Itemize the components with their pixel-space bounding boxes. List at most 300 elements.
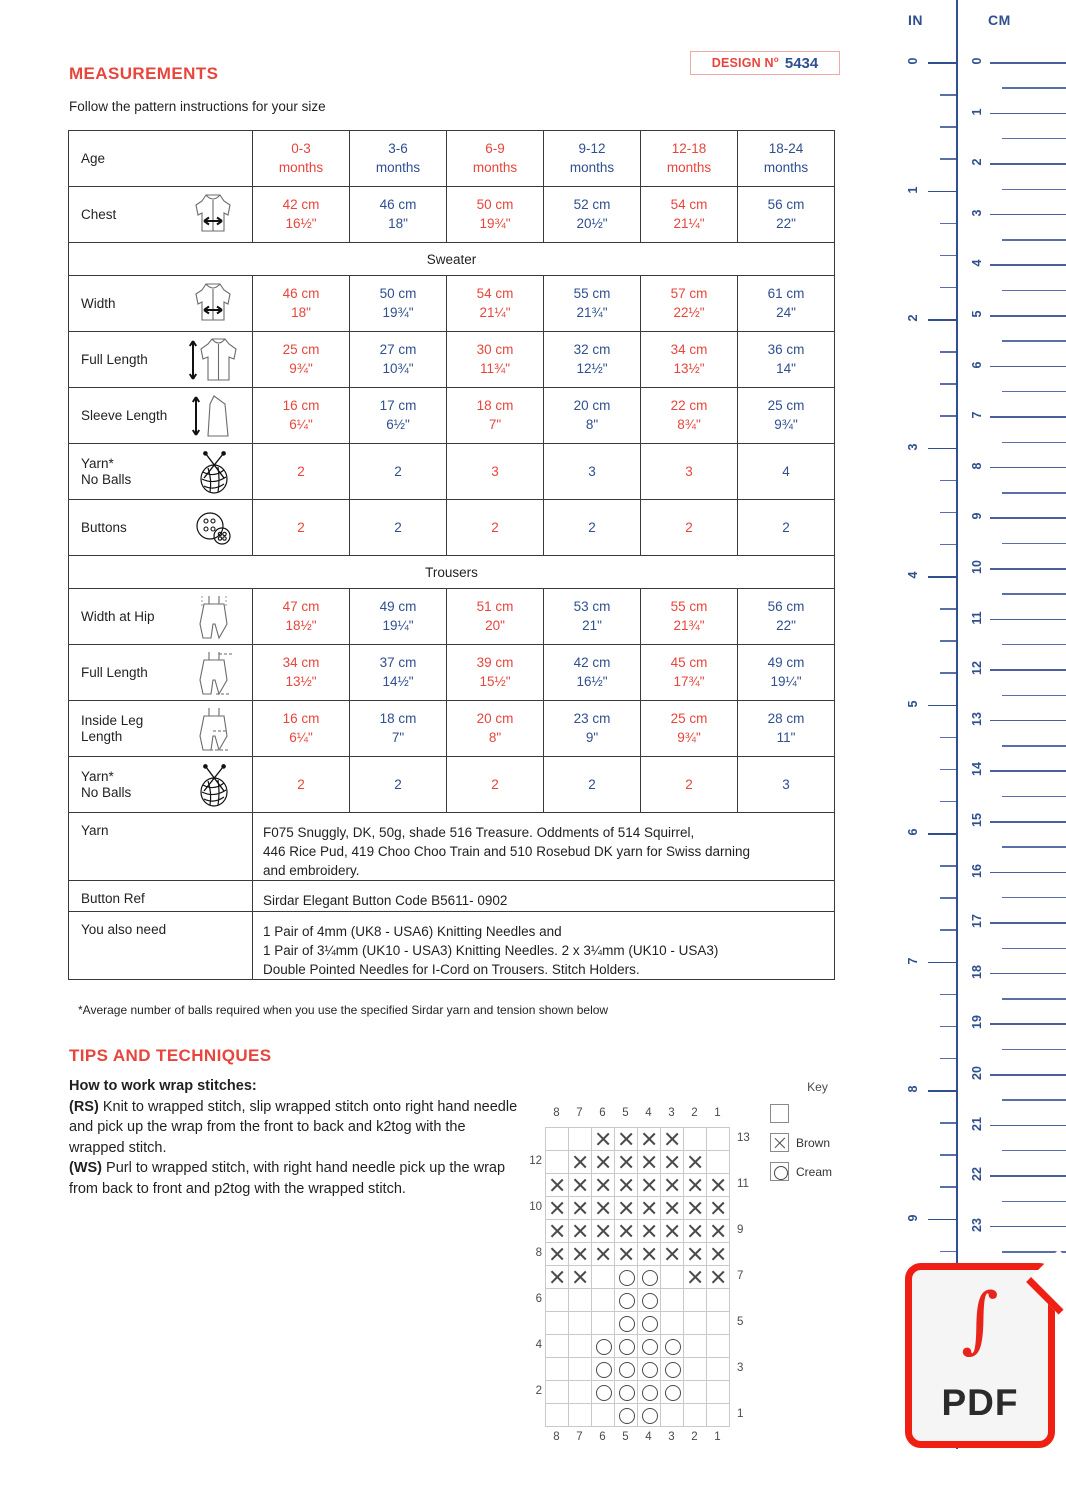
ruler-cm-minor-tick — [1002, 138, 1066, 140]
chart-cell-blank — [546, 1335, 569, 1358]
ruler-inch-tick — [928, 962, 956, 964]
measure-cell: 47 cm 18½" — [253, 589, 350, 645]
row-label-cell: Full Length — [69, 332, 253, 388]
note-label: You also need — [69, 911, 253, 979]
ruler-inch-minor-tick — [940, 640, 956, 642]
chart-row — [546, 1174, 730, 1197]
ruler-inch-number: 7 — [906, 957, 920, 964]
measure-cell: 54 cm 21¼" — [641, 187, 738, 243]
chart-cell-o — [615, 1358, 638, 1381]
chart-cell-x — [638, 1197, 661, 1220]
key-symbol-blank — [770, 1104, 789, 1123]
measure-cell: 25 cm 9¾" — [253, 332, 350, 388]
ruler-cm-number: 6 — [970, 361, 984, 369]
ruler-cm-tick — [990, 872, 1066, 874]
sweater-width-icon — [184, 191, 242, 239]
ruler-inch-minor-tick — [940, 608, 956, 610]
chart-cell-x — [615, 1174, 638, 1197]
ruler-cm-tick — [990, 821, 1066, 823]
ruler-cm-minor-tick — [1002, 796, 1066, 798]
ruler-cm-minor-tick — [1002, 897, 1066, 899]
chart-row-label-right: 1 — [737, 1408, 744, 1420]
measure-cell: 36 cm 14" — [738, 332, 835, 388]
measure-cell: 27 cm 10¾" — [350, 332, 447, 388]
ruler-cm-tick — [990, 720, 1066, 722]
table-row-note — [69, 881, 835, 911]
chart-row-label-right: 3 — [737, 1362, 744, 1374]
ruler-inch-tick — [928, 1219, 956, 1221]
ruler-cm-number: 18 — [970, 964, 984, 979]
ruler-cm-number: 1 — [970, 108, 984, 116]
section-row-trousers — [69, 556, 835, 589]
chart-cell-blank — [546, 1312, 569, 1335]
ruler-inch-minor-tick — [940, 126, 956, 128]
chart-col-header-top: 5 — [622, 1107, 629, 1119]
measure-cell: 55 cm 21¾" — [544, 276, 641, 332]
chart-cell-o — [661, 1381, 684, 1404]
average-balls-note: *Average number of balls required when you use the specified Sirdar yarn and tension shown below — [78, 1003, 609, 1017]
ruler-cm-tick — [990, 416, 1066, 418]
ruler-axis-line — [956, 0, 958, 1449]
design-number-label: DESIGN $N^o$ — [711, 55, 779, 71]
chart-cell-x — [684, 1266, 707, 1289]
ruler-cm-number: 23 — [970, 1217, 984, 1232]
ruler-cm-tick — [990, 214, 1066, 216]
chart-cell-blank — [707, 1312, 730, 1335]
yarn-ball-icon — [184, 448, 242, 496]
note-text: F075 Snuggly, DK, 50g, shade 516 Treasure. Oddments of 514 Squirrel, 446 Rice Pud, 419 Choo Choo Train and 510 Rosebud DK yarn for Swiss darning and embroidery. — [253, 813, 835, 881]
measure-cell: 30 cm 11¾" — [447, 332, 544, 388]
pdf-label: PDF — [941, 1382, 1019, 1423]
inside-leg-icon — [184, 705, 242, 753]
measure-cell: 16 cm 6¼" — [253, 388, 350, 444]
measure-cell: 2 — [641, 757, 738, 813]
note-label: Yarn — [69, 813, 253, 881]
row-label-cell: Width at Hip — [69, 589, 253, 645]
ruler-inch-minor-tick — [940, 929, 956, 931]
row-label-cell: Yarn* No Balls — [69, 444, 253, 500]
measure-cell: 42 cm 16½" — [544, 645, 641, 701]
ruler-cm-tick — [990, 1175, 1066, 1177]
measure-cell: 2 — [350, 500, 447, 556]
chart-row-label-left: 10 — [529, 1201, 542, 1213]
chart-cell-o — [615, 1289, 638, 1312]
ruler-cm-minor-tick — [1002, 948, 1066, 950]
ruler-cm-tick — [990, 1226, 1066, 1228]
design-number-value: 5434 — [784, 54, 819, 72]
ruler-inch-number: 0 — [906, 57, 920, 65]
chart-cell-x — [638, 1128, 661, 1151]
ruler-inch-minor-tick — [940, 544, 956, 546]
size-header-cell: 12-18 months — [641, 131, 738, 187]
chart-row — [546, 1404, 730, 1427]
ruler-cm-tick — [990, 770, 1066, 772]
measure-cell: 2 — [253, 444, 350, 500]
design-number-box — [690, 51, 840, 75]
tips-heading: TIPS AND TECHNIQUES — [69, 1046, 272, 1065]
ruler-cm-number: 20 — [970, 1066, 984, 1080]
row-label-cell: Width — [69, 276, 253, 332]
chart-cell-blank — [569, 1335, 592, 1358]
chart-cell-x — [638, 1151, 661, 1174]
chart-cell-x — [707, 1174, 730, 1197]
size-header-cell: 0-3 months — [253, 131, 350, 187]
chart-cell-blank — [661, 1404, 684, 1427]
chart-cell-blank — [684, 1358, 707, 1381]
ruler-inch-minor-tick — [940, 672, 956, 674]
ruler-inch-minor-tick — [940, 737, 956, 739]
chart-cell-x — [615, 1128, 638, 1151]
ruler-cm-header: CM — [988, 12, 1011, 28]
chart-cell-blank — [546, 1151, 569, 1174]
size-header-cell: 6-9 months — [447, 131, 544, 187]
measure-cell: 56 cm 22" — [738, 589, 835, 645]
chart-cell-x — [638, 1174, 661, 1197]
stitch-chart — [520, 1105, 750, 1443]
measurements-heading: MEASUREMENTS — [69, 64, 219, 83]
key-entry — [770, 1104, 865, 1123]
note-label: Button Ref — [69, 881, 253, 911]
measure-cell: 2 — [350, 444, 447, 500]
chart-cell-blank — [707, 1335, 730, 1358]
chart-cell-o — [615, 1312, 638, 1335]
ruler-cm-tick — [990, 467, 1066, 469]
measure-cell: 46 cm 18" — [350, 187, 447, 243]
ruler-inch-number: 4 — [906, 571, 920, 579]
measurements-table — [68, 130, 835, 980]
size-header-cell: 3-6 months — [350, 131, 447, 187]
chart-cell-blank — [707, 1151, 730, 1174]
section-title-trousers: Trousers — [69, 556, 835, 589]
ruler-cm-tick — [990, 1023, 1066, 1025]
table-row — [69, 444, 835, 500]
chart-cell-x — [592, 1220, 615, 1243]
ruler-cm-minor-tick — [1002, 87, 1066, 89]
chart-col-header-bottom: 8 — [553, 1431, 560, 1443]
row-label-cell: Chest — [69, 187, 253, 243]
ruler-inch-tick — [928, 319, 956, 321]
measure-cell: 55 cm 21¾" — [641, 589, 738, 645]
ruler-cm-minor-tick — [1002, 846, 1066, 848]
wrap-stitch-heading: How to work wrap stitches: — [69, 1078, 257, 1094]
ruler-cm-tick — [990, 62, 1066, 64]
ruler-inch-tick — [928, 705, 956, 707]
chart-row — [546, 1289, 730, 1312]
measure-cell: 2 — [447, 757, 544, 813]
chart-cell-blank — [661, 1266, 684, 1289]
chart-row-label-right: 9 — [737, 1224, 744, 1236]
chart-cell-x — [569, 1197, 592, 1220]
chart-cell-o — [592, 1358, 615, 1381]
measure-cell: 3 — [641, 444, 738, 500]
measure-cell: 2 — [350, 757, 447, 813]
chart-row-label-left: 8 — [535, 1247, 542, 1259]
rs-instruction: (RS) Knit to wrapped stitch, slip wrapped stitch onto right hand needle and pick up the wrap from the front to back and k2tog with the wrapped stitch. — [69, 1098, 518, 1156]
key-symbol-x — [770, 1133, 789, 1152]
ruler-inch-number: 2 — [906, 314, 920, 322]
chart-row — [546, 1151, 730, 1174]
measure-cell: 2 — [544, 500, 641, 556]
chart-cell-x — [684, 1197, 707, 1220]
chart-col-header-bottom: 1 — [714, 1431, 721, 1443]
chart-row — [546, 1197, 730, 1220]
chart-cell-o — [638, 1381, 661, 1404]
chart-cell-o — [638, 1266, 661, 1289]
measure-cell: 28 cm 11" — [738, 701, 835, 757]
ruler-inch-tick — [928, 448, 956, 450]
chart-col-header-bottom: 5 — [622, 1431, 629, 1443]
pdf-file-icon[interactable] — [905, 1263, 1055, 1448]
measure-cell: 37 cm 14½" — [350, 645, 447, 701]
chart-cell-blank — [569, 1381, 592, 1404]
ruler-cm-minor-tick — [1002, 391, 1066, 393]
chart-cell-x — [615, 1151, 638, 1174]
acrobat-glyph: ∫ — [961, 1277, 999, 1361]
measure-cell: 17 cm 6½" — [350, 388, 447, 444]
chart-cell-x — [707, 1220, 730, 1243]
row-label-cell: Sleeve Length — [69, 388, 253, 444]
chart-cell-blank — [684, 1381, 707, 1404]
chart-cell-o — [592, 1335, 615, 1358]
chart-cell-blank — [546, 1289, 569, 1312]
chart-cell-blank — [569, 1358, 592, 1381]
ruler-cm-tick — [990, 113, 1066, 115]
chart-col-header-top: 8 — [553, 1107, 560, 1119]
ruler-inch-number: 6 — [906, 828, 920, 836]
measure-cell: 34 cm 13½" — [253, 645, 350, 701]
stitch-chart-grid — [545, 1127, 730, 1427]
sleeve-icon — [184, 392, 242, 440]
measure-cell: 54 cm 21¼" — [447, 276, 544, 332]
sweater-length-icon — [184, 336, 242, 384]
ruler-cm-number: 4 — [970, 259, 984, 267]
ruler-inch-minor-tick — [940, 1154, 956, 1156]
chart-cell-blank — [707, 1128, 730, 1151]
chart-cell-x — [592, 1243, 615, 1266]
chart-row — [546, 1335, 730, 1358]
chart-cell-blank — [707, 1358, 730, 1381]
row-label-cell: Yarn* No Balls — [69, 757, 253, 813]
chart-col-header-top: 2 — [691, 1107, 698, 1119]
measure-cell: 2 — [253, 757, 350, 813]
ruler-cm-number: 7 — [970, 411, 984, 419]
chart-cell-x — [661, 1174, 684, 1197]
chart-col-header-top: 1 — [714, 1107, 721, 1119]
ruler-inch-minor-tick — [940, 287, 956, 289]
ruler-cm-number: 12 — [970, 661, 984, 676]
size-header-cell: 18-24 months — [738, 131, 835, 187]
measure-cell: 50 cm 19¾" — [447, 187, 544, 243]
ruler-cm-number: 17 — [970, 914, 984, 929]
sweater-width-icon — [184, 280, 242, 328]
ruler-inch-minor-tick — [940, 897, 956, 899]
ruler-inch-minor-tick — [940, 1186, 956, 1188]
ruler-inch-header: IN — [908, 12, 923, 28]
key-title: Key — [807, 1080, 828, 1094]
chart-cell-x — [546, 1174, 569, 1197]
note-text: 1 Pair of 4mm (UK8 - USA6) Knitting Needles and 1 Pair of 3¼mm (UK10 - USA3) Knitting Needles. 2 x 3¼mm (UK10 - USA3) Double Pointed Needles for I-Cord on Trousers. Stitch Holders. — [253, 911, 835, 979]
chart-cell-blank — [546, 1404, 569, 1427]
ruler-inch-number: 3 — [906, 443, 920, 450]
yarn-ball-icon — [184, 761, 242, 809]
ruler-cm-minor-tick — [1002, 290, 1066, 292]
chart-col-header-bottom: 3 — [668, 1431, 675, 1443]
table-row — [69, 589, 835, 645]
chart-cell-blank — [684, 1404, 707, 1427]
table-row — [69, 332, 835, 388]
ruler-inch-minor-tick — [940, 769, 956, 771]
chart-cell-x — [546, 1220, 569, 1243]
chart-cell-x — [615, 1243, 638, 1266]
ruler-cm-minor-tick — [1002, 239, 1066, 241]
chart-cell-o — [638, 1335, 661, 1358]
chart-cell-x — [569, 1151, 592, 1174]
table-row — [69, 500, 835, 556]
chart-cell-x — [707, 1197, 730, 1220]
chart-cell-o — [638, 1404, 661, 1427]
chart-cell-blank — [661, 1312, 684, 1335]
ruler-cm-number: 9 — [970, 512, 984, 520]
ruler-inch-minor-tick — [940, 865, 956, 867]
ruler-inch-minor-tick — [940, 801, 956, 803]
chart-cell-blank — [592, 1312, 615, 1335]
chart-cell-x — [684, 1151, 707, 1174]
ruler-inch-minor-tick — [940, 1122, 956, 1124]
chart-cell-x — [569, 1220, 592, 1243]
chart-cell-blank — [546, 1128, 569, 1151]
chart-row — [546, 1266, 730, 1289]
chart-cell-x — [661, 1151, 684, 1174]
ruler-cm-minor-tick — [1002, 1049, 1066, 1051]
ruler-cm-minor-tick — [1002, 745, 1066, 747]
section-title-sweater: Sweater — [69, 243, 835, 276]
measure-cell: 4 — [738, 444, 835, 500]
chart-cell-x — [546, 1243, 569, 1266]
chart-row — [546, 1312, 730, 1335]
ruler-cm-minor-tick — [1002, 492, 1066, 494]
ruler-cm-minor-tick — [1002, 1099, 1066, 1101]
chart-cell-x — [569, 1266, 592, 1289]
ruler-cm-number: 10 — [970, 560, 984, 574]
chart-col-header-top: 7 — [576, 1107, 583, 1119]
ruler-inch-minor-tick — [940, 351, 956, 353]
ruler-cm-minor-tick — [1002, 442, 1066, 444]
chart-cell-o — [592, 1381, 615, 1404]
measure-cell: 51 cm 20" — [447, 589, 544, 645]
ruler-cm-number: 3 — [970, 209, 984, 217]
ruler-inch-tick — [928, 191, 956, 193]
measure-cell: 18 cm 7" — [350, 701, 447, 757]
chart-cell-x — [684, 1174, 707, 1197]
chart-cell-o — [615, 1335, 638, 1358]
chart-cell-blank — [592, 1404, 615, 1427]
table-row — [69, 645, 835, 701]
measure-cell: 46 cm 18" — [253, 276, 350, 332]
chart-cell-x — [592, 1151, 615, 1174]
ruler-cm-minor-tick — [1002, 644, 1066, 646]
chart-cell-o — [661, 1358, 684, 1381]
measure-cell: 52 cm 20½" — [544, 187, 641, 243]
measure-cell: 25 cm 9¾" — [641, 701, 738, 757]
ruler-cm-tick — [990, 922, 1066, 924]
ruler-cm-tick — [990, 973, 1066, 975]
chart-row-label-left: 4 — [535, 1339, 542, 1351]
chart-cell-x — [661, 1243, 684, 1266]
key-label: Brown — [796, 1135, 831, 1150]
ruler-inch-minor-tick — [940, 994, 956, 996]
chart-cell-blank — [546, 1358, 569, 1381]
measure-cell: 3 — [738, 757, 835, 813]
measure-cell: 20 cm 8" — [544, 388, 641, 444]
ruler-cm-tick — [990, 1125, 1066, 1127]
buttons-icon — [184, 504, 242, 552]
tips-body — [69, 1076, 521, 1199]
ruler-inch-minor-tick — [940, 223, 956, 225]
measure-cell: 25 cm 9¾" — [738, 388, 835, 444]
chart-cell-x — [592, 1128, 615, 1151]
chart-cell-blank — [592, 1289, 615, 1312]
ruler-cm-tick — [990, 163, 1066, 165]
measure-cell: 16 cm 6¼" — [253, 701, 350, 757]
trousers-hip-icon — [184, 593, 242, 641]
chart-cell-o — [615, 1266, 638, 1289]
chart-col-header-bottom: 7 — [576, 1431, 583, 1443]
chart-row — [546, 1381, 730, 1404]
key-label: Cream — [796, 1164, 833, 1179]
chart-cell-x — [546, 1266, 569, 1289]
ruler-inch-number: 1 — [906, 186, 920, 193]
chart-col-header-top: 6 — [599, 1107, 606, 1119]
ruler-inch-tick — [928, 1090, 956, 1092]
chart-cell-x — [592, 1197, 615, 1220]
chart-cell-blank — [684, 1312, 707, 1335]
chart-col-header-bottom: 2 — [691, 1431, 698, 1443]
chart-row — [546, 1243, 730, 1266]
section-row-sweater — [69, 243, 835, 276]
chart-cell-x — [661, 1197, 684, 1220]
ruler-inch-tick — [928, 833, 956, 835]
chart-row — [546, 1128, 730, 1151]
chart-row-label-left: 12 — [529, 1155, 542, 1167]
ruler-inch-minor-tick — [940, 158, 956, 160]
ruler-inch-minor-tick — [940, 512, 956, 514]
chart-cell-blank — [707, 1404, 730, 1427]
chart-cell-x — [638, 1220, 661, 1243]
ruler-cm-number: 13 — [970, 711, 984, 726]
chart-cell-o — [638, 1358, 661, 1381]
ruler-inch-minor-tick — [940, 255, 956, 257]
ruler-inch-minor-tick — [940, 383, 956, 385]
trousers-length-icon — [184, 649, 242, 697]
chart-cell-blank — [661, 1289, 684, 1312]
chart-cell-x — [684, 1243, 707, 1266]
measure-cell: 45 cm 17¾" — [641, 645, 738, 701]
ruler-cm-number: 8 — [970, 462, 984, 470]
measure-cell: 42 cm 16½" — [253, 187, 350, 243]
measure-cell: 2 — [253, 500, 350, 556]
chart-cell-blank — [569, 1312, 592, 1335]
measure-cell: 57 cm 22½" — [641, 276, 738, 332]
chart-cell-blank — [546, 1381, 569, 1404]
chart-row — [546, 1220, 730, 1243]
chart-cell-blank — [569, 1289, 592, 1312]
chart-cell-o — [661, 1335, 684, 1358]
ruler-inch-tick — [928, 576, 956, 578]
ruler-cm-tick — [990, 669, 1066, 671]
chart-cell-blank — [569, 1404, 592, 1427]
ruler-inch-number: 8 — [906, 1085, 920, 1093]
ruler-cm-minor-tick — [1002, 189, 1066, 191]
